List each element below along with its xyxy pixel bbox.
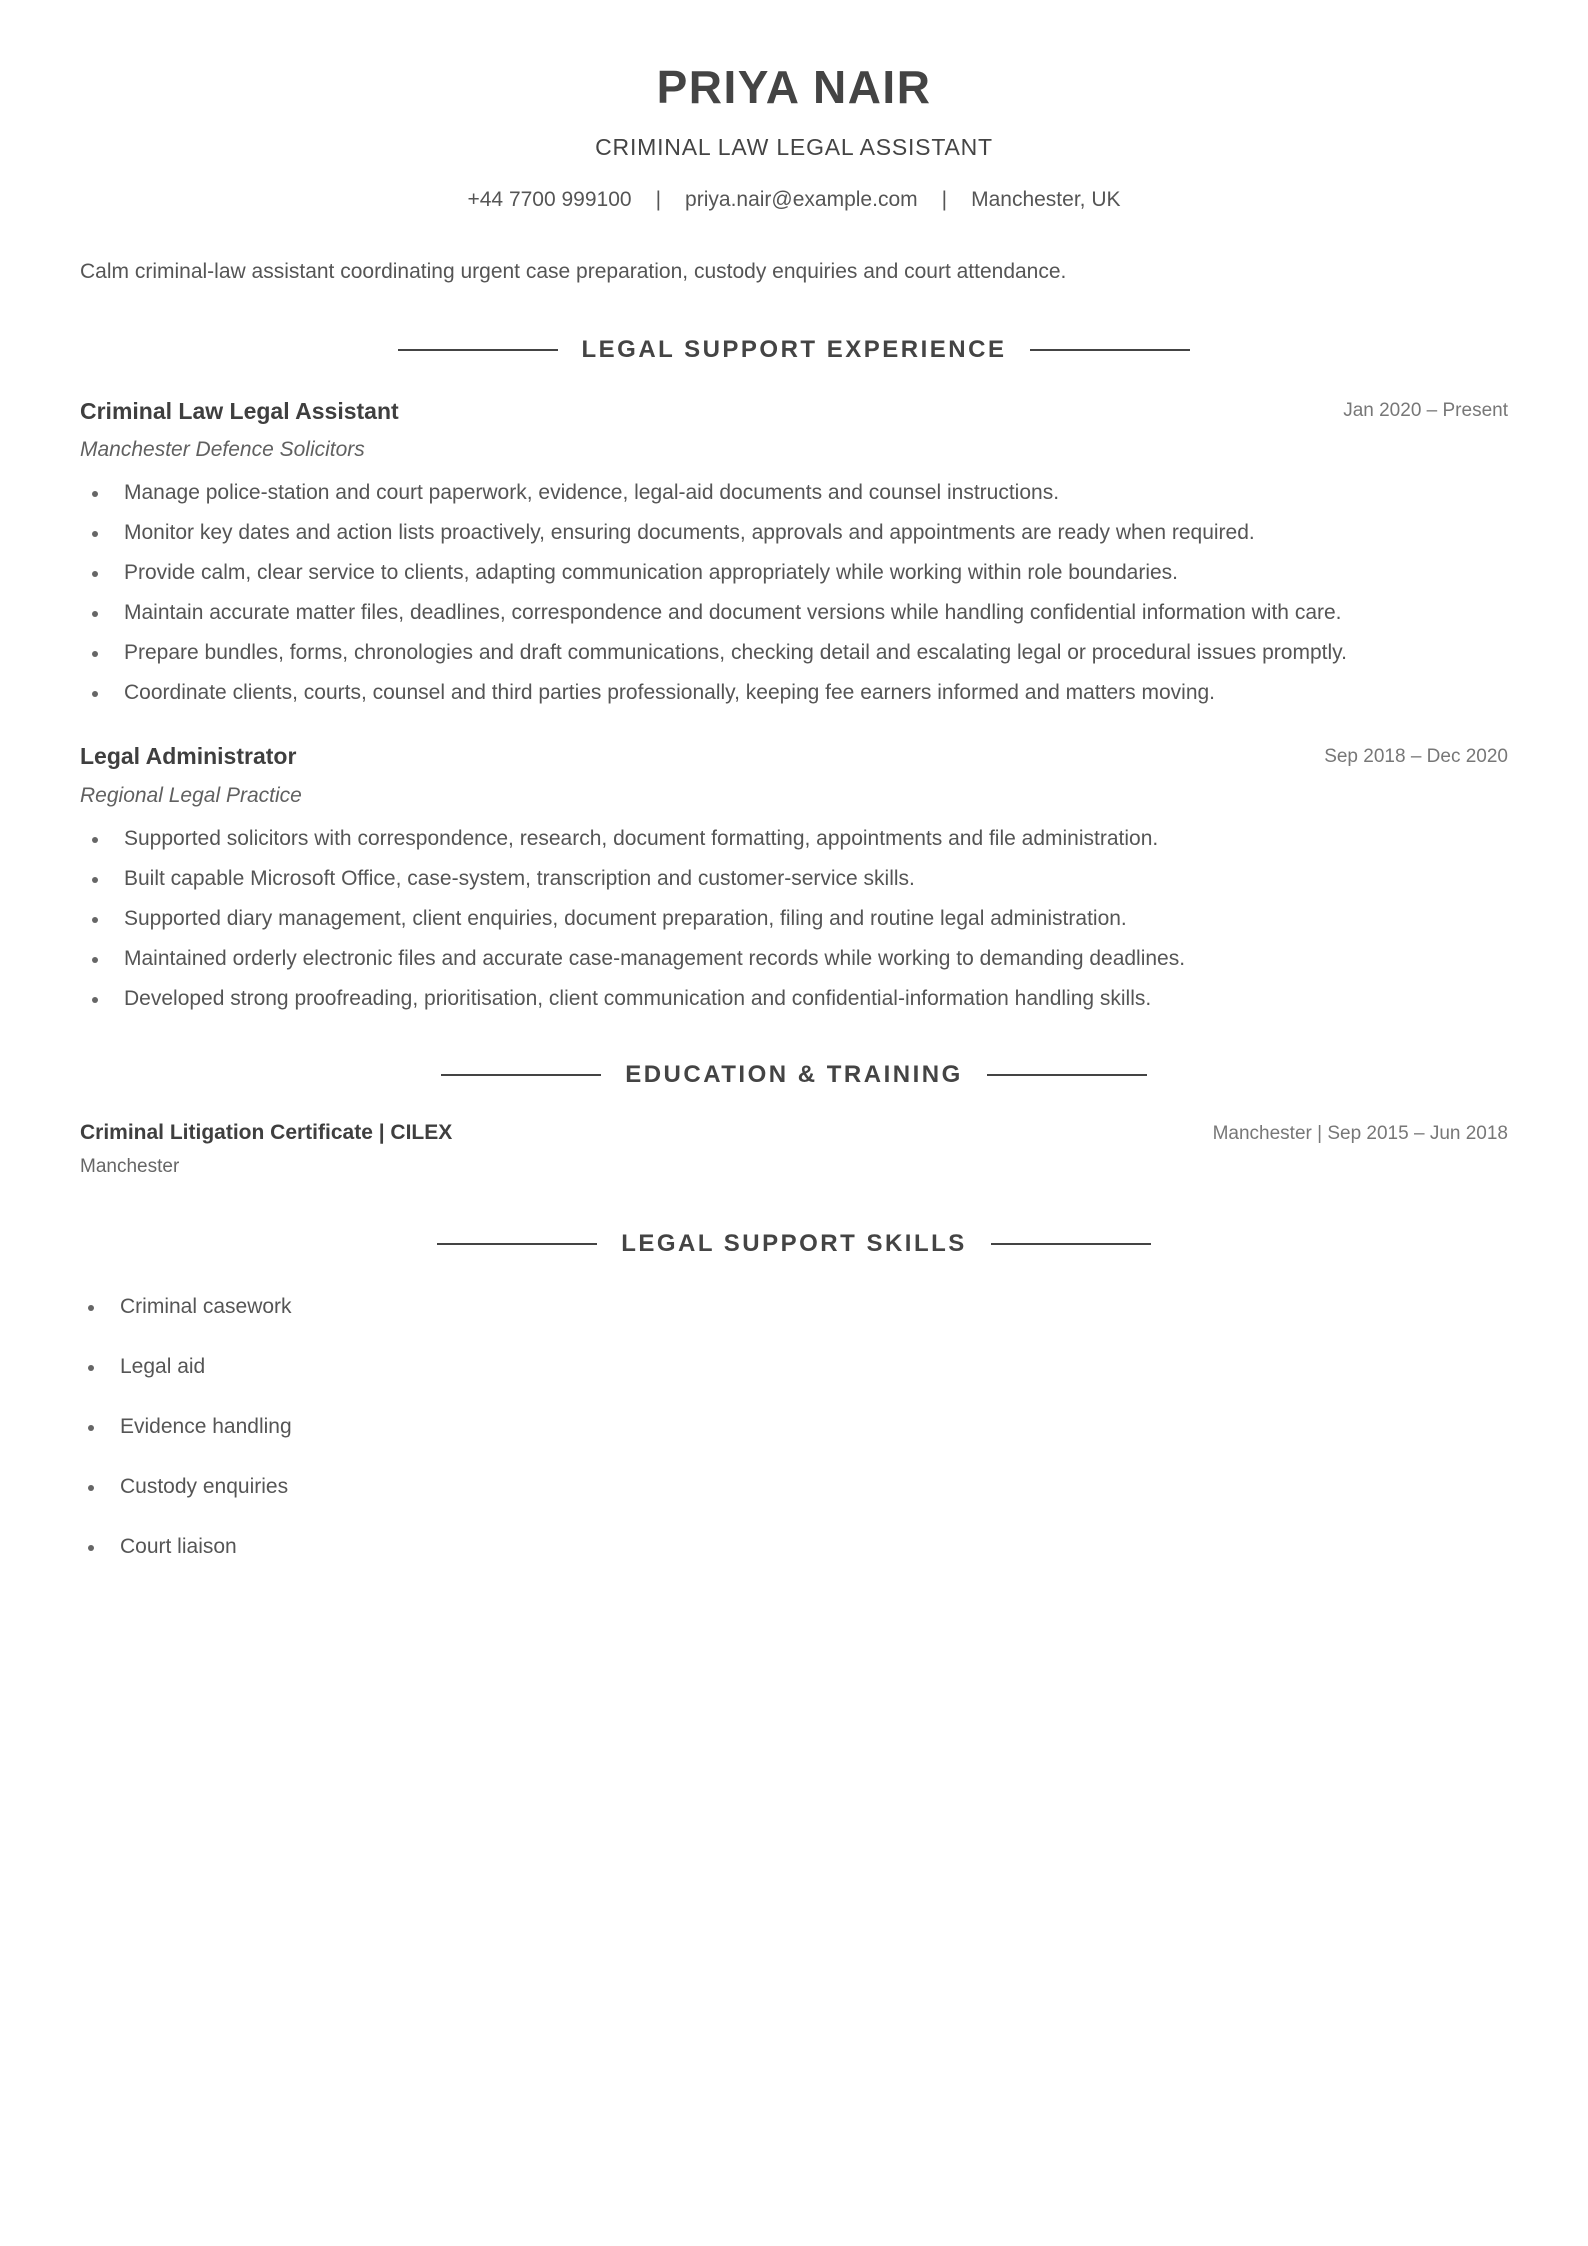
list-item: Supported solicitors with correspondence, research, document formatting, appointments and file administration. xyxy=(80,826,1185,866)
list-item: Maintain accurate matter files, deadlines, correspondence and document versions while handling confidential information with care. xyxy=(80,600,1347,640)
education-title: Criminal Litigation Certificate | CILEX xyxy=(80,1121,453,1144)
list-item: Developed strong proofreading, prioritisation, client communication and confidential-information handling skills. xyxy=(80,986,1185,1026)
heading-rule xyxy=(398,349,558,351)
summary-text: Calm criminal-law assistant coordinating urgent case preparation, custody enquiries and court attendance. xyxy=(80,260,1067,283)
education-location: Manchester xyxy=(80,1156,180,1177)
contact-location: Manchester, UK xyxy=(971,188,1121,211)
skill-item: Criminal casework xyxy=(80,1294,292,1354)
list-item: Prepare bundles, forms, chronologies and draft communications, checking detail and escalating legal or procedural issues promptly. xyxy=(80,640,1347,680)
contact-line xyxy=(80,188,1508,212)
job-bullets xyxy=(80,480,1347,720)
job-dates: Jan 2020 – Present xyxy=(1343,400,1508,421)
heading-rule xyxy=(1030,349,1190,351)
contact-separator: | xyxy=(655,188,662,211)
education-meta: Manchester | Sep 2015 – Jun 2018 xyxy=(1212,1123,1508,1144)
list-item: Maintained orderly electronic files and accurate case-management records while working to demanding deadlines. xyxy=(80,946,1185,986)
candidate-name: PRIYA NAIR xyxy=(656,61,932,113)
skills-list xyxy=(80,1294,292,1594)
skill-item: Court liaison xyxy=(80,1534,292,1594)
education-section-heading xyxy=(80,1061,1508,1089)
section-title: LEGAL SUPPORT SKILLS xyxy=(621,1230,967,1257)
candidate-title: CRIMINAL LAW LEGAL ASSISTANT xyxy=(595,134,993,160)
contact-phone: +44 7700 999100 xyxy=(467,188,632,211)
list-item: Built capable Microsoft Office, case-system, transcription and customer-service skills. xyxy=(80,866,1185,906)
job-role: Criminal Law Legal Assistant xyxy=(80,398,399,424)
list-item: Manage police-station and court paperwork, evidence, legal-aid documents and counsel instructions. xyxy=(80,480,1347,520)
heading-rule xyxy=(987,1074,1147,1076)
heading-rule xyxy=(437,1243,597,1245)
list-item: Monitor key dates and action lists proactively, ensuring documents, approvals and appointments are ready when required. xyxy=(80,520,1347,560)
skill-item: Evidence handling xyxy=(80,1414,292,1474)
section-title: EDUCATION & TRAINING xyxy=(625,1061,963,1088)
section-title: LEGAL SUPPORT EXPERIENCE xyxy=(581,336,1007,363)
heading-rule xyxy=(441,1074,601,1076)
skill-item: Custody enquiries xyxy=(80,1474,292,1534)
skill-item: Legal aid xyxy=(80,1354,292,1414)
job-role: Legal Administrator xyxy=(80,743,297,769)
list-item: Coordinate clients, courts, counsel and third parties professionally, keeping fee earners informed and matters moving. xyxy=(80,680,1347,720)
skills-section-heading xyxy=(80,1230,1508,1258)
job-bullets xyxy=(80,826,1185,1026)
list-item: Provide calm, clear service to clients, adapting communication appropriately while working within role boundaries. xyxy=(80,560,1347,600)
heading-rule xyxy=(991,1243,1151,1245)
list-item: Supported diary management, client enquiries, document preparation, filing and routine legal administration. xyxy=(80,906,1185,946)
contact-email: priya.nair@example.com xyxy=(685,188,918,211)
job-dates: Sep 2018 – Dec 2020 xyxy=(1324,746,1508,767)
job-company: Regional Legal Practice xyxy=(80,784,302,807)
job-company: Manchester Defence Solicitors xyxy=(80,438,365,461)
experience-section-heading xyxy=(80,336,1508,364)
contact-separator: | xyxy=(941,188,948,211)
